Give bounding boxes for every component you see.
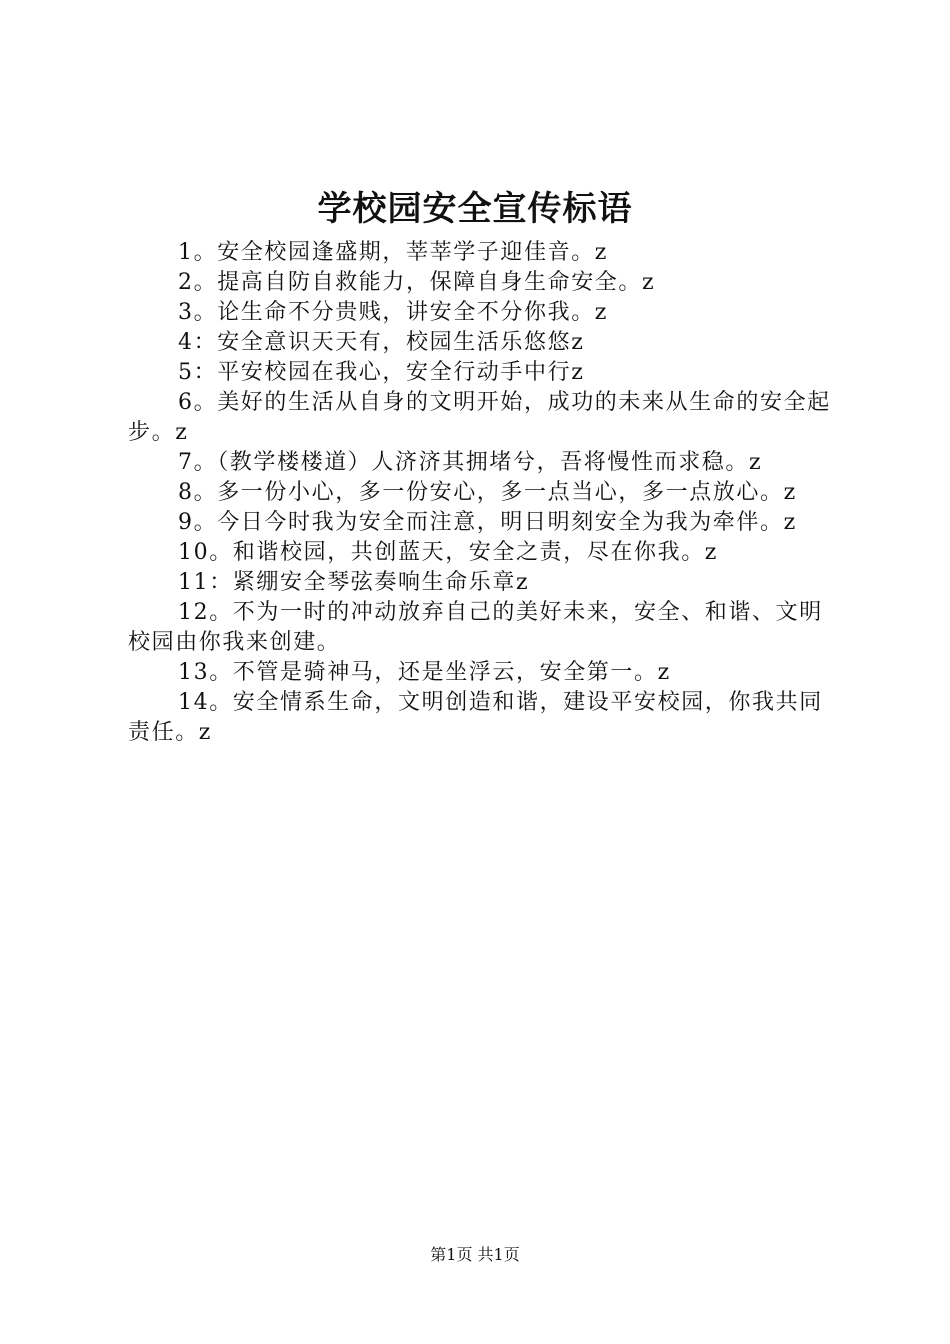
slogan-paragraph: 3。论生命不分贵贱，讲安全不分你我。z xyxy=(178,300,608,325)
slogan-paragraph: 5：平安校园在我心，安全行动手中行z xyxy=(178,360,585,385)
slogan-paragraph: 9。今日今时我为安全而注意，明日明刻安全为我为牵伴。z xyxy=(178,510,797,535)
slogan-paragraph: 7。（教学楼楼道）人济济其拥堵兮，吾将慢性而求稳。z xyxy=(178,450,763,475)
slogan-paragraph: 2。提高自防自救能力，保障自身生命安全。z xyxy=(178,270,656,295)
slogan-paragraph: 14。安全情系生命，文明创造和谐，建设平安校园，你我共同责任。z xyxy=(128,690,823,745)
slogan-paragraph: 6。美好的生活从自身的文明开始，成功的未来从生命的安全起步。z xyxy=(128,390,831,445)
slogan-paragraph: 13。不管是骑神马，还是坐浮云，安全第一。z xyxy=(178,660,671,685)
page-footer: 第1页 共1页 xyxy=(430,1245,520,1264)
document-title: 学校园安全宣传标语 xyxy=(317,189,633,229)
slogan-paragraph: 8。多一份小心，多一份安心，多一点当心，多一点放心。z xyxy=(178,480,797,505)
slogan-paragraph: 12。不为一时的冲动放弃自己的美好未来，安全、和谐、文明校园由你我来创建。 xyxy=(128,600,823,655)
slogan-paragraph: 11：紧绷安全琴弦奏响生命乐章z xyxy=(178,570,530,595)
slogan-paragraph: 4：安全意识天天有，校园生活乐悠悠z xyxy=(178,330,585,355)
slogan-paragraph: 1。安全校园逢盛期，莘莘学子迎佳音。z xyxy=(178,240,608,265)
slogan-paragraph: 10。和谐校园，共创蓝天，安全之责，尽在你我。z xyxy=(178,540,718,565)
document-body xyxy=(128,238,833,748)
